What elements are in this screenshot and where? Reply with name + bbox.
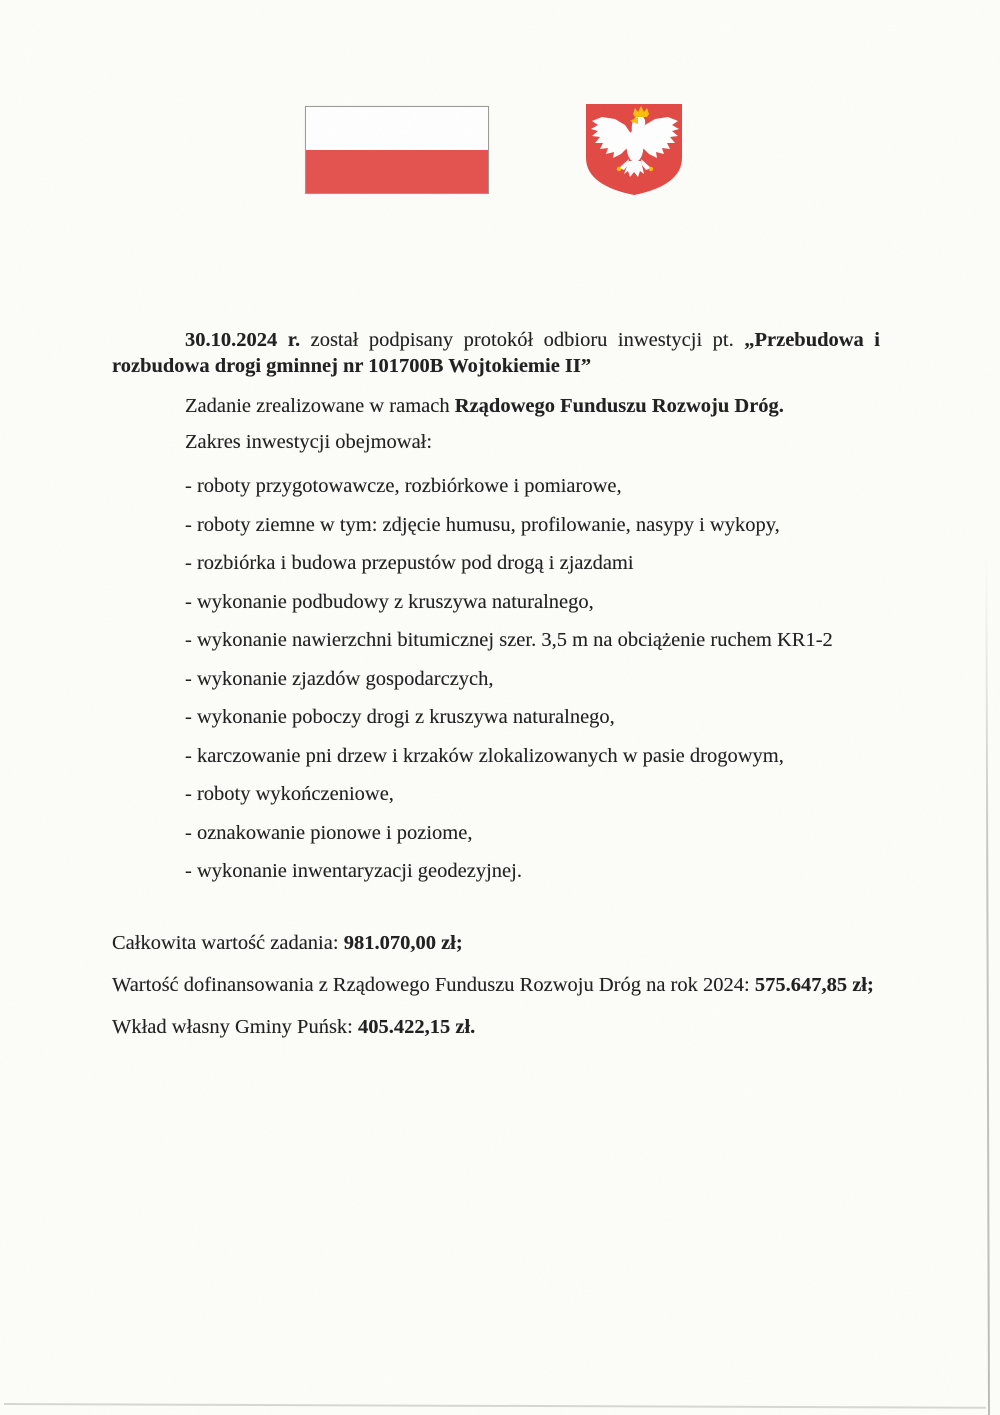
program-fund-name: Rządowego Funduszu Rozwoju Dróg. [454,395,784,417]
scope-item: - rozbiórka i budowa przepustów pod drogą i zjazdami [185,552,634,574]
scope-item: - wykonanie inwentaryzacji geodezyjnej. [185,860,522,882]
scope-item: - roboty wykończeniowe, [185,783,394,805]
scope-item: - wykonanie zjazdów gospodarczych, [185,667,494,690]
program-line [112,393,880,419]
scope-list [112,473,880,884]
scope-item: - roboty ziemne w tym: zdjęcie humusu, profilowanie, nasypy i wykopy, [185,513,780,536]
scan-page-edge-right [985,555,990,1415]
total-value-amount: 981.070,00 zł; [343,932,463,954]
own-contribution-amount: 405.422,15 zł. [358,1016,476,1038]
intro-text: został podpisany protokół odbioru inwestycji pt. [310,329,734,351]
intro-date: 30.10.2024 r. [185,329,301,351]
scan-page-edge-bottom [4,1403,986,1409]
investment-title: „Przebudowa i rozbudowa drogi gminnej nr 101700B Wojtokiemie II” [112,329,881,377]
program-prefix: Zadanie zrealizowane w ramach [185,395,450,417]
own-contribution-label: Wkład własny Gminy Puńsk: [112,1016,353,1038]
financials-section [112,930,880,1040]
scope-item: - wykonanie nawierzchni bitumicznej szer. 3,5 m na obciążenie ruchem KR1-2 [185,629,833,651]
poland-coat-of-arms-icon [583,102,685,198]
own-contribution-line [112,1014,880,1040]
total-value-label: Całkowita wartość zadania: [112,932,339,954]
scope-item: - roboty przygotowawcze, rozbiórkowe i pomiarowe, [185,475,622,497]
funding-value-line [112,972,880,998]
document-body [112,327,880,1040]
funding-value-amount: 575.647,85 zł; [754,974,874,996]
scope-item: - wykonanie podbudowy z kruszywa naturalnego, [185,590,594,613]
scope-item: - oznakowanie pionowe i poziome, [185,821,473,844]
scope-item: - karczowanie pni drzew i krzaków zlokalizowanych w pasie drogowym, [185,744,784,767]
scope-item: - wykonanie poboczy drogi z kruszywa naturalnego, [185,706,615,728]
total-value-line [112,930,880,956]
poland-flag-icon [305,106,489,194]
funding-value-label: Wartość dofinansowania z Rządowego Funduszu Rozwoju Dróg na rok 2024: [112,974,750,996]
intro-paragraph [112,327,880,379]
scope-heading: Zakres inwestycji obejmował: [185,431,433,453]
